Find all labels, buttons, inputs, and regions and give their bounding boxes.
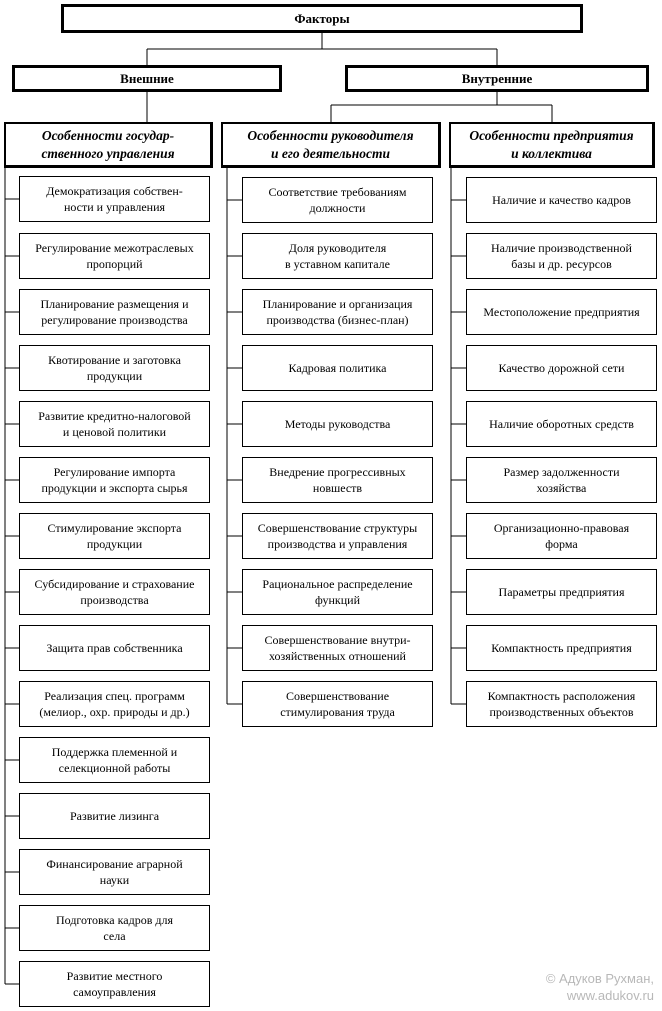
factor-item-label: Совершенствование внутри- хозяйственных отношений bbox=[264, 632, 411, 663]
factor-item bbox=[19, 513, 210, 559]
group-internal-label: Внутренние bbox=[461, 70, 533, 86]
column-header-label: Особенности государ- ственного управления bbox=[41, 127, 175, 161]
factor-item-label: Соответствие требованиям должности bbox=[268, 184, 407, 215]
factor-item bbox=[466, 233, 657, 279]
factor-item bbox=[19, 905, 210, 951]
factor-item bbox=[242, 457, 433, 503]
factor-item-label: Доля руководителя в уставном капитале bbox=[285, 240, 390, 271]
factor-item-label: Защита прав собственника bbox=[46, 640, 183, 655]
factor-item-label: Планирование и организация производства (бизнес-план) bbox=[262, 296, 413, 327]
factor-item-label: Параметры предприятия bbox=[498, 584, 625, 599]
factor-item-label: Совершенствование стимулирования труда bbox=[280, 688, 395, 719]
factor-item bbox=[242, 401, 433, 447]
factor-item bbox=[466, 289, 657, 335]
factor-item bbox=[19, 345, 210, 391]
watermark bbox=[546, 970, 654, 1005]
factor-item bbox=[19, 289, 210, 335]
column-header-2 bbox=[221, 122, 441, 168]
factor-item bbox=[242, 569, 433, 615]
root-label: Факторы bbox=[294, 10, 350, 26]
factor-item-label: Организационно-правовая форма bbox=[493, 520, 630, 551]
factor-item bbox=[19, 681, 210, 727]
factor-item bbox=[466, 177, 657, 223]
factor-item-label: Финансирование аграрной науки bbox=[46, 856, 183, 887]
group-external bbox=[12, 65, 282, 92]
factor-item-label: Развитие лизинга bbox=[69, 808, 160, 823]
factor-item-label: Регулирование импорта продукции и экспорта сырья bbox=[41, 464, 188, 495]
watermark-text: © Адуков Рухман, www.adukov.ru bbox=[545, 970, 654, 1004]
factor-item-label: Реализация спец. программ (мелиор., охр. природы и др.) bbox=[39, 688, 190, 719]
factor-item bbox=[19, 793, 210, 839]
factor-item bbox=[242, 233, 433, 279]
column-header-3 bbox=[449, 122, 655, 168]
factor-item-label: Развитие местного самоуправления bbox=[66, 968, 163, 999]
factor-item-label: Компактность расположения производственных объектов bbox=[487, 688, 636, 719]
factor-item-label: Субсидирование и страхование производства bbox=[34, 576, 195, 607]
factor-item-label: Местоположение предприятия bbox=[483, 304, 640, 319]
factor-item bbox=[19, 849, 210, 895]
factor-item bbox=[466, 625, 657, 671]
factor-item bbox=[242, 289, 433, 335]
factor-item bbox=[19, 401, 210, 447]
column-header-label: Особенности руководителя и его деятельности bbox=[247, 127, 414, 161]
factor-item-label: Совершенствование структуры производства и управления bbox=[257, 520, 418, 551]
factor-item bbox=[242, 625, 433, 671]
factor-item bbox=[19, 737, 210, 783]
factor-item bbox=[19, 457, 210, 503]
factor-item bbox=[19, 961, 210, 1007]
factor-item-label: Методы руководства bbox=[284, 416, 391, 431]
factor-item bbox=[19, 569, 210, 615]
factor-item bbox=[19, 176, 210, 222]
group-external-label: Внешние bbox=[120, 70, 174, 86]
factor-item bbox=[242, 681, 433, 727]
factor-item-label: Кадровая политика bbox=[288, 360, 387, 375]
factor-item-label: Наличие и качество кадров bbox=[492, 192, 631, 207]
factor-item bbox=[466, 569, 657, 615]
factor-item-label: Квотирование и заготовка продукции bbox=[48, 352, 181, 383]
factor-item bbox=[242, 513, 433, 559]
factor-item-label: Рациональное распределение функций bbox=[262, 576, 413, 607]
factor-item-label: Размер задолженности хозяйства bbox=[503, 464, 620, 495]
factor-item-label: Наличие производственной базы и др. ресурсов bbox=[491, 240, 632, 271]
factor-item-label: Подготовка кадров для села bbox=[56, 912, 173, 943]
factor-item-label: Внедрение прогрессивных новшеств bbox=[269, 464, 406, 495]
factor-item bbox=[242, 177, 433, 223]
factor-item-label: Поддержка племенной и селекционной работы bbox=[51, 744, 178, 775]
factor-item-label: Качество дорожной сети bbox=[498, 360, 625, 375]
factor-item bbox=[466, 401, 657, 447]
factor-item bbox=[466, 457, 657, 503]
column-header-label: Особенности предприятия и коллектива bbox=[469, 127, 634, 161]
factor-item-label: Компактность предприятия bbox=[491, 640, 632, 655]
factor-item bbox=[19, 233, 210, 279]
factor-item-label: Развитие кредитно-налоговой и ценовой политики bbox=[38, 408, 191, 439]
group-internal bbox=[345, 65, 649, 92]
factor-item bbox=[242, 345, 433, 391]
factor-item bbox=[19, 625, 210, 671]
column-header-1 bbox=[4, 122, 213, 168]
factor-item-label: Наличие оборотных средств bbox=[489, 416, 634, 431]
factor-item-label: Регулирование межотраслевых пропорций bbox=[35, 240, 194, 271]
factor-item bbox=[466, 345, 657, 391]
factor-item-label: Стимулирование экспорта продукции bbox=[47, 520, 182, 551]
factor-item bbox=[466, 513, 657, 559]
factor-item bbox=[466, 681, 657, 727]
factor-item-label: Планирование размещения и регулирование производства bbox=[40, 296, 189, 327]
root-node bbox=[61, 4, 583, 33]
factor-item-label: Демократизация собствен- ности и управления bbox=[46, 183, 183, 214]
